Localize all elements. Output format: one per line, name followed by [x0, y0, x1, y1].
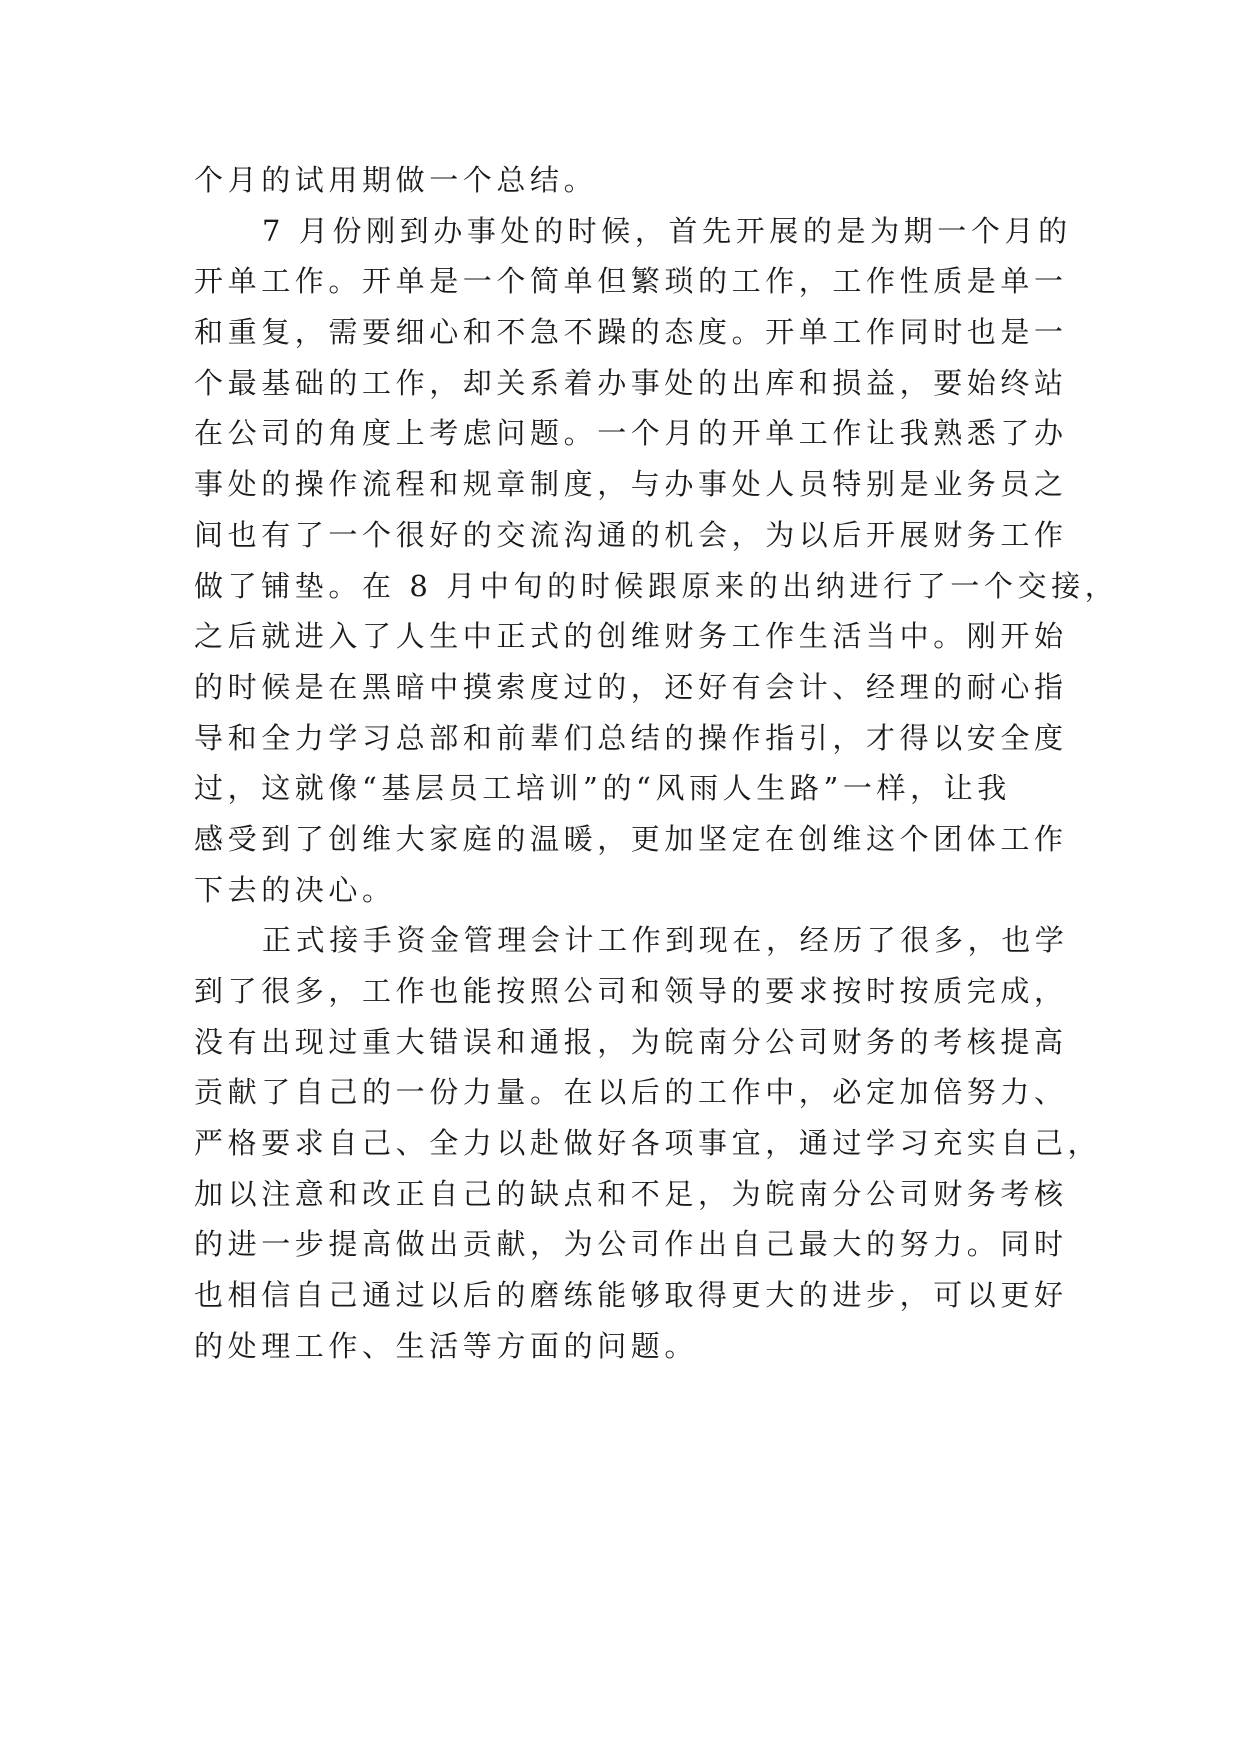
paragraph-line: 到了很多，工作也能按照公司和领导的要求按时按质完成，: [194, 974, 1068, 1008]
paragraph-line: 的时候是在黑暗中摸索度过的，还好有会计、经理的耐心指: [194, 669, 1068, 704]
paragraph-line: 的处理工作、生活等方面的问题。: [194, 1328, 699, 1363]
paragraph-line: 个最基础的工作，却关系着办事处的出库和损益，要始终站: [194, 365, 1068, 400]
paragraph-line: 严格要求自己、全力以赴做好各项事宜，通过学习充实自己，: [194, 1126, 1102, 1161]
paragraph-line: 也相信自己通过以后的磨练能够取得更大的进步，可以更好: [194, 1278, 1068, 1313]
paragraph-line: 贡献了自己的一份力量。在以后的工作中，必定加倍努力、: [194, 1075, 1068, 1110]
paragraph-line: 间也有了一个很好的交流沟通的机会，为以后开展财务工作: [194, 517, 1068, 552]
paragraph-line: 加以注意和改正自己的缺点和不足，为皖南分公司财务考核: [194, 1176, 1068, 1211]
paragraph-line: 下去的决心。: [194, 872, 396, 907]
paragraph-line: 做了铺垫。在 8 月中旬的时候跟原来的出纳进行了一个交接，: [194, 568, 1119, 603]
paragraph-line: 没有出现过重大错误和通报，为皖南分公司财务的考核提高: [194, 1024, 1068, 1059]
paragraph-line: 过，这就像“基层员工培训”的“风雨人生路”一样，让我: [194, 771, 1011, 806]
paragraph-line: 之后就进入了人生中正式的创维财务工作生活当中。刚开始: [194, 619, 1068, 654]
paragraph-line: 事处的操作流程和规章制度，与办事处人员特别是业务员之: [194, 467, 1068, 502]
paragraph-line: 正式接手资金管理会计工作到现在，经历了很多，也学: [262, 923, 1069, 958]
paragraph-line: 个月的试用期做一个总结。: [194, 163, 598, 197]
paragraph-line: 开单工作。开单是一个简单但繁琐的工作，工作性质是单一: [194, 264, 1068, 299]
document-body: [194, 155, 1119, 1372]
paragraph-line: 和重复，需要细心和不急不躁的态度。开单工作同时也是一: [194, 315, 1068, 350]
paragraph-line: 导和全力学习总部和前辈们总结的操作指引，才得以安全度: [194, 720, 1068, 755]
paragraph-line: 7 月份刚到办事处的时候，首先开展的是为期一个月的: [262, 213, 1072, 248]
paragraph-line: 的进一步提高做出贡献，为公司作出自己最大的努力。同时: [194, 1227, 1068, 1262]
paragraph-line: 在公司的角度上考虑问题。一个月的开单工作让我熟悉了办: [194, 416, 1068, 451]
paragraph-line: 感受到了创维大家庭的温暖，更加坚定在创维这个团体工作: [194, 821, 1068, 856]
